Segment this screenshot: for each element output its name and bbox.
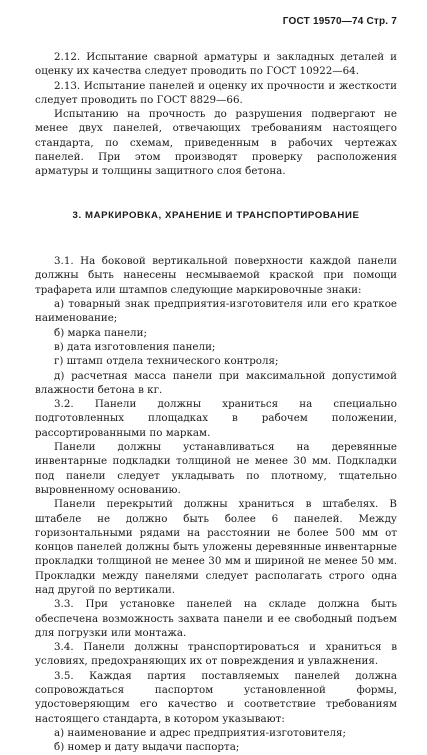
paragraph-14: Панели перекрытий должны храниться в штабелях. В штабеле не должно быть более 6 панелей. Между горизонтальными рядами на расстоянии не более 500 мм от концов панелей должны быть уложены деревянные инвентарные прокладки толщиной не менее 30 мм и шириной не менее 50 мм. Прокладки между панелями следует располагать строго одна над другой по вертикали. <box>35 498 397 596</box>
spacer <box>35 234 397 244</box>
spacer <box>35 189 397 199</box>
paragraph-6: 3.1. На боковой вертикальной поверхности каждой панели должны быть нанесены несмываемой краской при помощи трафарета или штампов следующие маркировочные знаки: <box>35 255 397 296</box>
paragraph-13: Панели должны устанавливаться на деревянные инвентарные подкладки толщиной не менее 30 мм. Подкладки под панели следует укладывать по плотному, тщательно выровненному основанию. <box>35 441 397 496</box>
paragraph-12: 3.2. Панели должны храниться на специально подготовленных площадках в рабочем положении, рассортированными по маркам. <box>35 398 397 439</box>
paragraph-2: Испытанию на прочность до разрушения подвергают не менее двух панелей, отвечающих требованиям настоящего стандарта, по схемам, приведенным в рабочих чертежах панелей. При этом производят проверку расположения арматуры и толщины защитного слоя бетона. <box>35 108 397 178</box>
section-heading-4: 3. МАРКИРОВКА, ХРАНЕНИЕ И ТРАНСПОРТИРОВАНИЕ <box>72 210 360 222</box>
paragraph-16: 3.4. Панели должны транспортироваться и храниться в условиях, предохраняющих их от повреждения и увлажнения. <box>35 641 397 668</box>
paragraph-10: г) штамп отдела технического контроля; <box>54 355 279 368</box>
paragraph-18: а) наименование и адрес предприятия-изготовителя; <box>54 726 346 739</box>
document-body <box>35 50 397 755</box>
paragraph-7: а) товарный знак предприятия-изготовителя или его краткое наименование; <box>35 298 397 325</box>
paragraph-19: б) номер и дату выдачи паспорта; <box>54 741 240 754</box>
paragraph-9: в) дата изготовления панели; <box>54 340 216 353</box>
paragraph-8: б) марка панели; <box>54 326 147 339</box>
paragraph-0: 2.12. Испытание сварной арматуры и закладных деталей и оценку их качества следует проводить по ГОСТ 10922—64. <box>35 51 397 78</box>
paragraph-17: 3.5. Каждая партия поставляемых панелей должна сопровождаться паспортом установленной формы, удостоверяющим его качество и соответствие требованиям настоящего стандарта, в котором указывают: <box>35 669 397 725</box>
paragraph-15: 3.3. При установке панелей на складе должна быть обеспечена возможность захвата панели и ее свободный подъем для погрузки или монтажа. <box>35 598 397 639</box>
paragraph-11: д) расчетная масса панели при максимальной допустимой влажности бетона в кг. <box>35 369 397 396</box>
paragraph-1: 2.13. Испытание панелей и оценку их прочности и жесткости следует проводить по ГОСТ 8829—66. <box>35 79 397 106</box>
running-header: ГОСТ 19570—74 Стр. 7 <box>282 16 397 27</box>
